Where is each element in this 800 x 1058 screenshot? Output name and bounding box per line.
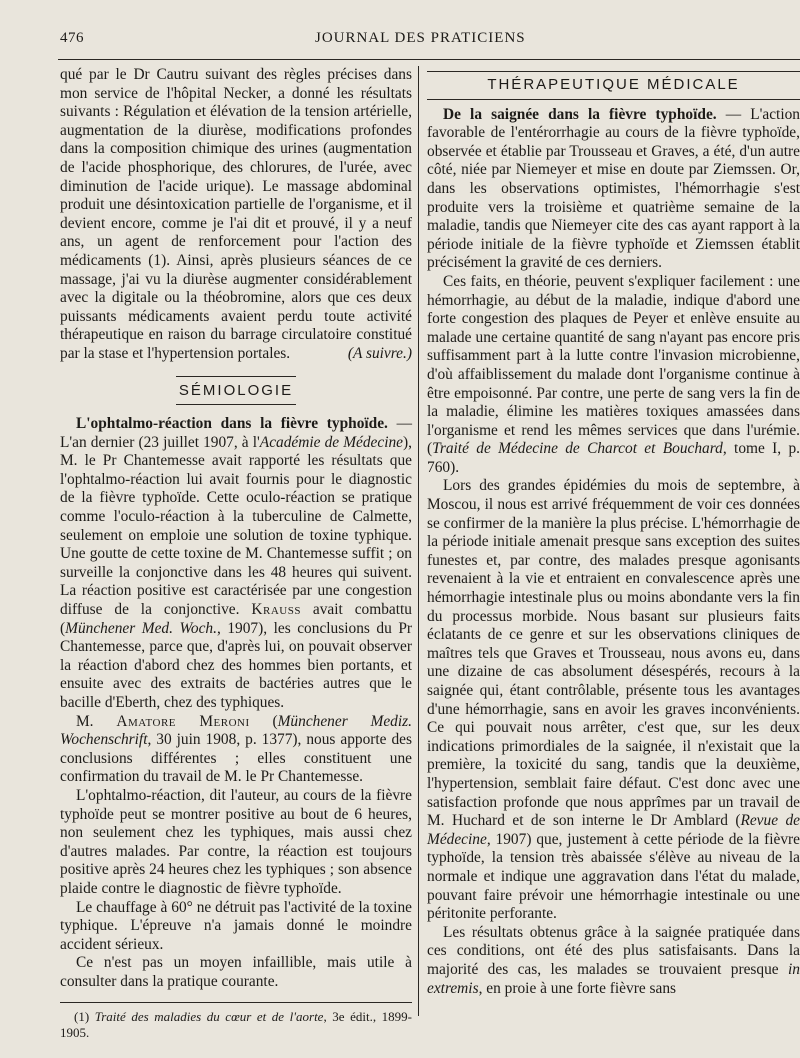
saignee-paragraph (427, 106, 800, 273)
journal-title: JOURNAL DES PRATICIENS (315, 30, 526, 46)
text-run: ), M. le Pr Chantemesse avait rapporté les résultats que l'ophtalmo-réaction lui avait fournis pour le diagnostic de la fièvre typhoïde. Cette oculo-réaction se pratique comme l'oculo-réaction à la tuberculine de Calmette, seulement on emploie une solution de toxine typhique. Une goutte de cette toxine de M. Chantemesse suffit ; on surveille la conjonctive dans les 48 heures qui suivent. La réaction positive est caractérisée par une congestion diffuse de la conjonctive. (60, 433, 412, 619)
citation: Münchener Mediz. Wochenschrift (60, 712, 412, 749)
text-run: Les résultats obtenus grâce à la saignée pratiquée dans ces conditions, ont été des plus satisfaisants. Dans la majorité des cas, les malades se trouvaient presque (427, 923, 800, 978)
text-run: , 3e édit., 1899-1905. (60, 1008, 412, 1040)
meroni-paragraph (60, 713, 412, 787)
text-run: , en proie à une forte fièvre sans (478, 979, 677, 997)
running-header (60, 30, 800, 52)
text-run: , 30 juin 1908, p. 1377), nous apporte des conclusions différentes ; elles constituent une confirmation du travail de M. le Pr Chantemesse. (60, 731, 412, 786)
article-title-ophtalmo: L'ophtalmo-réaction dans la fièvre typhoïde. (76, 415, 388, 433)
footnote-rule (60, 1002, 412, 1003)
massage-paragraph (60, 66, 412, 364)
massage-text: qué par le Dr Cautru suivant des règles précises dans mon service de l'hôpital Necker, a donné les résultats suivants : Régulation et élévation de la tension artérielle, augmentation de la diurèse, modifications profondes dans la composition chimique des urines (augmentation de l'acide phosphorique, des chlorures, de l'urée, avec diminution de l'acide urique). Le massage abdominal produit une désintoxication partielle de l'organisme, et il devient encore, comme je l'ai dit et prouvé, il y a neuf ans, un agent de renforcement pour l'action des médicaments (1). Ainsi, après plusieurs séances de ce massage, j'ai vu la diurèse augmenter considérablement avec la digitale ou la théobromine, alors que ces deux puissants médicaments avaient perdu toute activité thérapeutique en raison du barrage circulatoire constitué par la stase et l'hypertension portales. (60, 66, 412, 362)
text-run: , 1907), les conclusions du Pr Chantemesse, parce que, d'après lui, on pouvait observer la réaction d'abord chez des hommes bien portants, et ensuite avec des extraits de bactéries autres que le bacille d'Eberth, chez des typhiques. (60, 619, 413, 711)
footnote (60, 1009, 412, 1041)
text-run: — L'action favorable de l'entérorrhagie au cours de la fièvre typhoïde, observée et établie par Trousseau et Graves, a été, d'un autre côté, niée par Niemeyer et mise en doute par Ziemssen. Or, dans les observations optimistes, l'hémorrhagie s'est produite vers la troisième et quatrième semaine de la maladie, tandis que Niemeyer cite des cas ayant rapport à la période initiale de la fièvre typhoïde et Ziemssen établit précisément la gravité de ces derniers. (427, 105, 800, 272)
header-rule (58, 59, 800, 60)
text-run: — L'an dernier (23 juillet 1907, à l' (60, 415, 412, 451)
results-paragraph (427, 924, 800, 998)
moscow-paragraph (427, 477, 800, 923)
theory-paragraph (427, 273, 800, 478)
author-conclusion-paragraph: L'ophtalmo-réaction, dit l'auteur, au cours de la fièvre typhoïde peut se montrer positive au bout de 6 heures, non seulement chez les typhiques, mais aussi chez d'autres malades. Par contre, la réaction est toujours positive après 24 heures chez les typhiques ; son absence plaide contre le diagnostic de fièvre typhoïde. (60, 786, 412, 897)
text-run: ( (249, 712, 278, 730)
section-rule-bottom (427, 99, 800, 100)
ophtalmo-paragraph (60, 415, 412, 713)
footnote-marker: (1) (74, 1008, 95, 1024)
section-title-semiologie: SÉMIOLOGIE (178, 381, 294, 399)
text-run: M. (76, 712, 117, 730)
citation: Revue de Médecine (427, 812, 800, 848)
semiologie-section-heading (60, 376, 412, 406)
right-column (427, 66, 800, 998)
text-run: Ces faits, en théorie, peuvent s'expliquer facilement : une hémorrhagie, au début de la maladie, indique d'abord une forte congestion des plaques de Peyer et enlève ensuite au malade une certaine quantité de sang n'ayant pas encore pris suffisamment part à la lutte contre l'invasion microbienne, d'où affaiblissement du malade dont l'organisme continue à être empoisonné. Par contre, une perte de sang vers la fin de la maladie, élimine les matières toxiques amassées dans l'organisme et rend les mêmes services que dans l'urémie. ( (427, 272, 800, 458)
closing-paragraph: Ce n'est pas un moyen infaillible, mais utile à consulter dans la pratique courante. (60, 954, 412, 990)
citation: Münchener Med. Woch. (65, 619, 217, 637)
citation: Traité des maladies du cœur et de l'aorte (94, 1008, 324, 1024)
page-number: 476 (60, 30, 84, 46)
citation: Traité de Médecine de Charcot et Bouchard (432, 440, 723, 458)
heating-paragraph: Le chauffage à 60° ne détruit pas l'activité de la toxine typhique. L'épreuve n'a jamais donné le moindre accident sérieux. (60, 898, 412, 953)
therapeutique-section-heading (427, 71, 800, 100)
author-name: Krauss (251, 601, 301, 619)
article-title-saignee: De la saignée dans la fièvre typhoïde. (443, 105, 717, 123)
column-divider (418, 66, 419, 1016)
text-run: , 1907) que, justement à cette période de la fièvre typhoïde, la tension très abaissée s'élève au niveau de la normale et indique une aggravation dans l'état du malade, pouvant faire prévoir une hémorrhagie intestinale ou une péritonite perforante. (427, 830, 800, 923)
text-run: , tome I, p. 760). (427, 440, 800, 476)
section-title-therapeutique: THÉRAPEUTIQUE MÉDICALE (427, 71, 800, 95)
left-column (60, 66, 412, 1041)
text-run: avait combattu ( (60, 601, 412, 637)
section-rule-bottom (176, 404, 296, 405)
to-be-continued: (A suivre.) (347, 344, 412, 362)
text-run: Lors des grandes épidémies du mois de septembre, à Moscou, il nous est arrivé fréquemment de voir ces données se confirmer de la manière la plus précise. L'hémorrhagie de la période initiale amenait presque sans exception des suites funestes et, par contre, des malades presque agonisants revenaient à la vie et entraient en convalescence après une hémorrhagie intestinale plus ou moins abondante vers la fin du processus morbide. Nous basant sur plusieurs faits éclatants de ce genre et sur les observations cliniques de maîtres tels que Graves et Trousseau, nous avons eu, dans une dizaine de cas absolument désespérés, recours à la saignée qui, étant contrôlable, présente tous les avantages d'une hémorrhagie, sans en avoir les graves inconvénients. Ce qui pouvait nous arrêter, c'est que, sur les deux indications primordiales de la saignée, il n'existait que la première, la toxicité du sang, tandis que la deuxième, l'hypertension, semblait faire défaut. C'est donc avec une satisfaction profonde que nous apprîmes par un travail de M. Huchard et de son interne le Dr Amblard ( (427, 477, 800, 830)
author-name: Amatore Meroni (116, 712, 250, 730)
latin-phrase: in extremis (427, 960, 800, 997)
citation: Académie de Médecine (259, 433, 404, 451)
